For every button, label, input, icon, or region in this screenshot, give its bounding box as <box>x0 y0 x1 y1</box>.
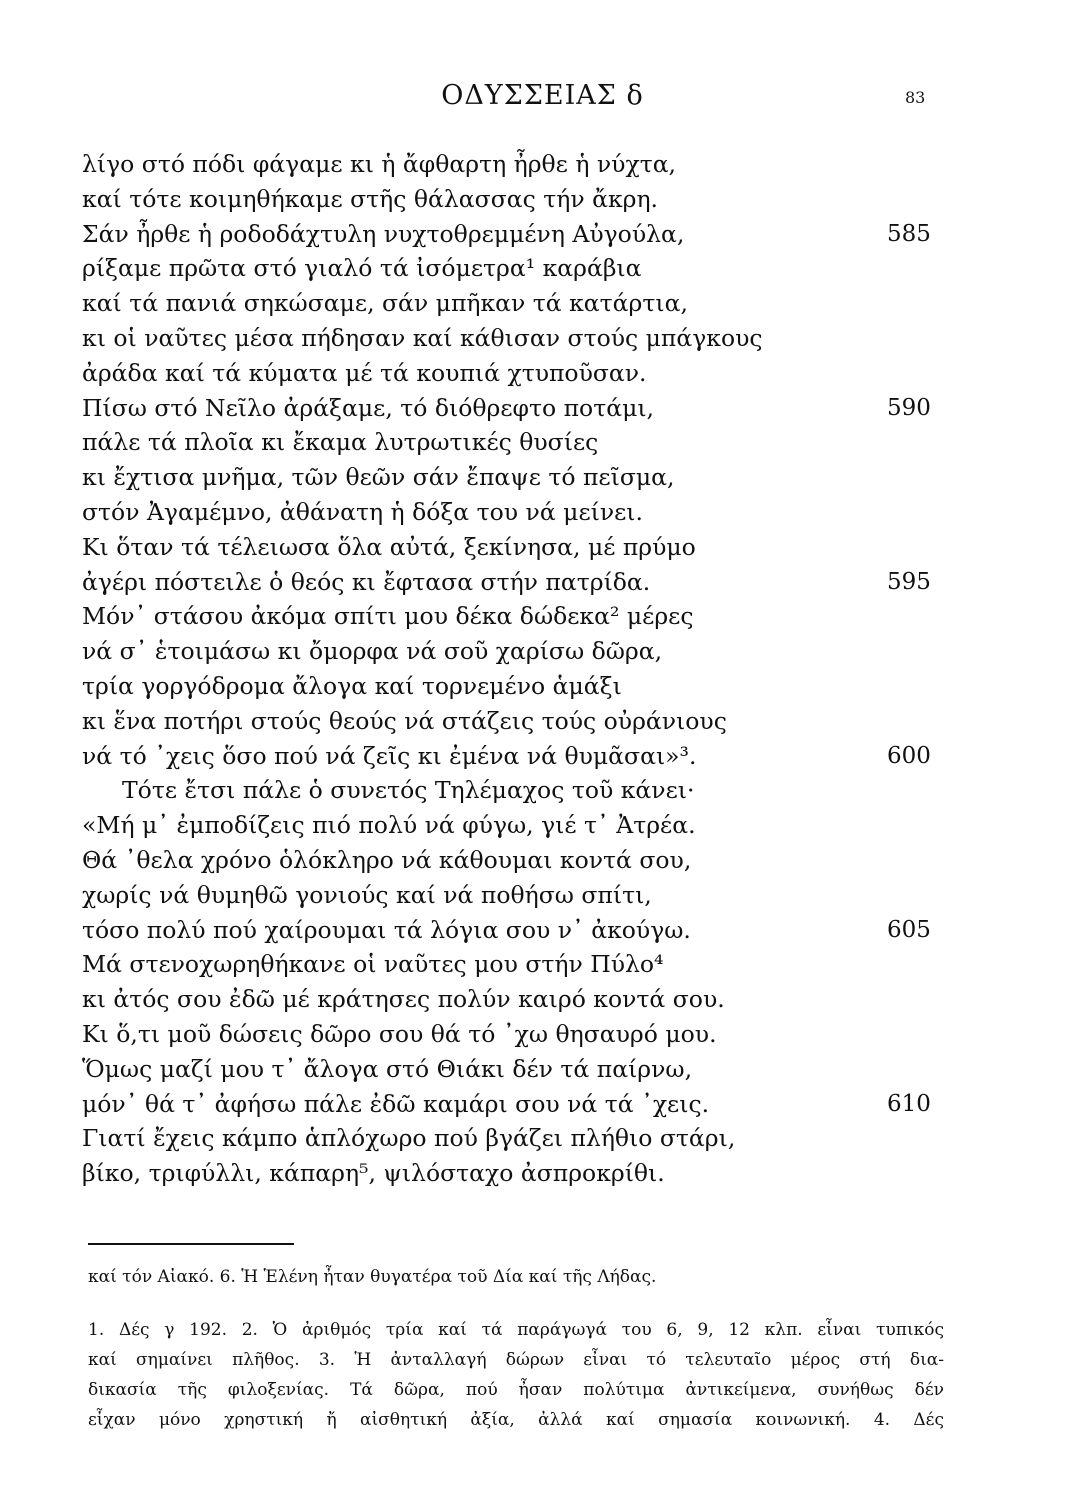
verse-line <box>82 251 942 286</box>
verse-line <box>82 1087 942 1122</box>
verse-text: Κι ὅταν τά τέλειωσα ὅλα αὐτά, ξεκίνησα, μέ πρύμο <box>82 532 696 561</box>
verse-line <box>82 495 942 530</box>
verse-text: κι ἀτός σου ἐδῶ μέ κράτησες πολύν καιρό κοντά σου. <box>82 985 725 1014</box>
verse-line <box>82 565 942 600</box>
verse-text: λίγο στό πόδι φάγαμε κι ἡ ἄφθαρτη ἦρθε ἡ νύχτα, <box>82 150 677 178</box>
verse-text: βίκο, τριφύλλι, κάπαρη⁵, ψιλόσταχο ἀσπροκρίθι. <box>82 1159 665 1188</box>
verse-text: Πίσω στό Νεῖλο ἀράξαμε, τό διόθρεφτο ποτάμι, <box>82 393 655 422</box>
verse-text: Ὅμως μαζί μου τ᾽ ἄλογα στό Θιάκι δέν τά παίρνω, <box>82 1054 693 1083</box>
verse-text: πάλε τά πλοῖα κι ἔκαμα λυτρωτικές θυσίες <box>82 428 599 457</box>
verse-line <box>82 739 942 774</box>
line-number: 600 <box>887 742 931 769</box>
verse-line <box>82 599 942 634</box>
verse-line <box>82 947 942 982</box>
footnote-line: δικασία τῆς φιλοξενίας. Τά δῶρα, πού ἦσαν πολύτιμα ἀντικείμενα, συνήθως δέν <box>88 1380 944 1400</box>
footnote-continuation <box>88 1262 944 1292</box>
line-number: 605 <box>887 916 931 943</box>
verse-text: Μά στενοχωρηθήκανε οἱ ναῦτες μου στήν Πύλο⁴ <box>82 950 664 979</box>
verse-text: χωρίς νά θυμηθῶ γονιούς καί νά ποθήσω σπίτι, <box>82 880 652 909</box>
verse-text: κι ἔχτισα μνῆμα, τῶν θεῶν σάν ἔπαψε τό πεῖσμα, <box>82 463 675 492</box>
verse-text: κι ἕνα ποτήρι στούς θεούς νά στάζεις τούς οὐράνιους <box>82 706 727 735</box>
verse-line <box>82 1121 942 1156</box>
verse-text: καί τά πανιά σηκώσαμε, σάν μπῆκαν τά κατάρτια, <box>82 289 688 318</box>
verse-line <box>82 530 942 565</box>
verse-text: κι οἱ ναῦτες μέσα πήδησαν καί κάθισαν στούς μπάγκους <box>82 323 763 352</box>
poem-text <box>82 147 942 1191</box>
verse-line <box>82 913 942 948</box>
line-number: 590 <box>887 394 931 421</box>
verse-text: καί τότε κοιμηθήκαμε στῆς θάλασσας τήν ἄκρη. <box>82 184 659 213</box>
line-number: 610 <box>887 1090 931 1117</box>
footnote-line: 1. Δές γ 192. 2. Ὁ ἀριθμός τρία καί τά παράγωγά του 6, 9, 12 κλπ. εἶναι τυπικός <box>88 1320 944 1340</box>
footnote-line: καί σημαίνει πλῆθος. 3. Ἡ ἀνταλλαγή δώρων εἶναι τό τελευταῖο μέρος στή δια- <box>88 1350 944 1370</box>
line-number: 595 <box>887 568 931 595</box>
verse-line <box>82 1052 942 1087</box>
verse-line <box>82 843 942 878</box>
footnote-line: καί τόν Αἰακό. 6. Ἡ Ἑλένη ἦταν θυγατέρα τοῦ Δία καί τῆς Λήδας. <box>88 1267 657 1287</box>
verse-line <box>82 878 942 913</box>
verse-text: Θά ᾽θελα χρόνο ὁλόκληρο νά κάθουμαι κοντά σου, <box>82 845 692 874</box>
verse-line <box>82 391 942 426</box>
verse-line <box>82 286 942 321</box>
verse-line <box>82 321 942 356</box>
verse-text: Τότε ἔτσι πάλε ὁ συνετός Τηλέμαχος τοῦ κάνει· <box>122 776 695 805</box>
running-title: ΟΔΥΣΣΕΙΑΣ δ <box>441 80 644 111</box>
footnote-line: εἶχαν μόνο χρηστική ἤ αἰσθητική ἀξία, ἀλλά καί σημασία κοινωνική. 4. Δές <box>88 1410 944 1430</box>
verse-line <box>82 1017 942 1052</box>
verse-text: νά σ᾽ ἑτοιμάσω κι ὄμορφα νά σοῦ χαρίσω δῶρα, <box>82 637 663 666</box>
verse-text: ἀράδα καί τά κύματα μέ τά κουπιά χτυποῦσαν. <box>82 358 647 387</box>
footnote-separator <box>88 1243 294 1245</box>
page-number: 83 <box>905 88 926 107</box>
verse-text: μόν᾽ θά τ᾽ ἀφήσω πάλε ἐδῶ καμάρι σου νά τά ᾽χεις. <box>82 1089 710 1118</box>
verse-line <box>82 634 942 669</box>
verse-text: Γιατί ἔχεις κάμπο ἁπλόχωρο πού βγάζει πλήθιο στάρι, <box>82 1124 736 1153</box>
footnotes <box>88 1315 944 1435</box>
verse-line <box>82 704 942 739</box>
verse-line <box>82 182 942 217</box>
verse-line <box>82 982 942 1017</box>
verse-text: ἀγέρι πόστειλε ὁ θεός κι ἔφτασα στήν πατρίδα. <box>82 567 651 596</box>
verse-text: ρίξαμε πρῶτα στό γιαλό τά ἰσόμετρα¹ καράβια <box>82 254 642 283</box>
verse-text: «Μή μ᾽ ἐμποδίζεις πιό πολύ νά φύγω, γιέ τ᾽ Ἀτρέα. <box>82 811 696 840</box>
verse-line <box>82 356 942 391</box>
verse-text: Μόν᾽ στάσου ἀκόμα σπίτι μου δέκα δώδεκα² μέρες <box>82 602 694 631</box>
verse-line <box>82 1156 942 1191</box>
verse-text: στόν Ἀγαμέμνο, ἀθάνατη ἡ δόξα του νά μείνει. <box>82 497 643 526</box>
verse-line <box>82 217 942 252</box>
verse-text: τόσο πολύ πού χαίρουμαι τά λόγια σου ν᾽ ἀκούγω. <box>82 915 691 944</box>
verse-text: νά τό ᾽χεις ὅσο πού νά ζεῖς κι ἐμένα νά θυμᾶσαι»³. <box>82 741 697 770</box>
verse-text: Κι ὅ,τι μοῦ δώσεις δῶρο σου θά τό ᾽χω θησαυρό μου. <box>82 1019 717 1048</box>
verse-line <box>82 425 942 460</box>
line-number: 585 <box>887 220 931 247</box>
verse-line <box>82 460 942 495</box>
verse-line <box>82 147 942 182</box>
verse-line <box>82 669 942 704</box>
verse-line <box>82 808 942 843</box>
verse-text: Σάν ἦρθε ἡ ροδοδάχτυλη νυχτοθρεμμένη Αὐγούλα, <box>82 219 685 248</box>
page-header <box>0 80 1085 120</box>
verse-text: τρία γοργόδρομα ἄλογα καί τορνεμένο ἁμάξι <box>82 671 622 700</box>
verse-line <box>82 773 942 808</box>
